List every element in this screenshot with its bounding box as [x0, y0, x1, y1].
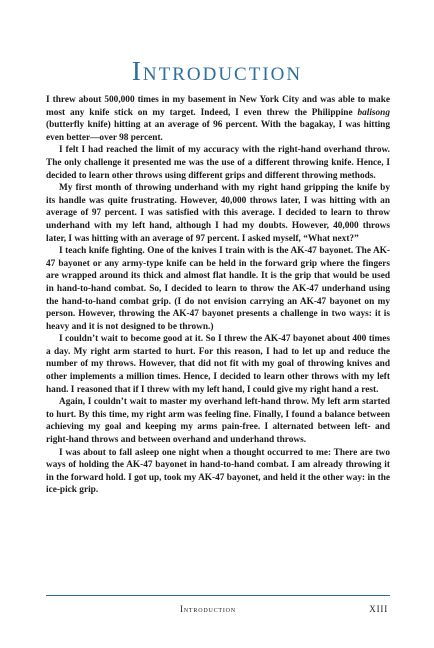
paragraph-1: [46, 94, 390, 144]
paragraph-1-text-before: I threw about 500,000 times in my basement in New York City and was able to make most any knife stick on my target. Indeed, I even threw the Philippine: [46, 95, 390, 118]
paragraph-1-text-after: (butterfly knife) hitting at an average of 96 percent. With the bagakay, I was hitting even better—over 98 percent.: [46, 120, 390, 143]
paragraph-4: I teach knife fighting. One of the knives I train with is the AK-47 bayonet. The AK-47 bayonet or any army-type knife can be held in the forward grip where the fingers are wrapped around its thick and almost flat handle. It is the grip that would be used in hand-to-hand combat. So, I decided to learn to throw the AK-47 underhand using the hand-to-hand combat grip. (I do not envision carrying an AK-47 bayonet on my person. However, throwing the AK-47 bayonet presents a challenge in two ways: it is heavy and it is not designed to be thrown.): [46, 246, 390, 332]
chapter-title: Introduction: [131, 56, 303, 87]
paragraph-6: Again, I couldn’t wait to master my overhand left-hand throw. My left arm started to hurt. By this time, my right arm was feeling fine. Finally, I found a balance between achieving my goal and keeping my arms pain-free. I alternated between left- and right-hand throws and between overhand and underhand throws.: [46, 397, 390, 446]
footer-rule: [46, 595, 390, 596]
paragraph-5: I couldn’t wait to become good at it. So I threw the AK-47 bayonet about 400 times a day. My right arm started to hurt. For this reason, I had to let up and reduce the number of my throws. However, that did not fit with my goal of throwing knives and other implements a million times. Hence, I decided to learn other throws with my left hand. I reasoned that if I threw with my left hand, I could give my right hand a rest.: [46, 334, 390, 395]
paragraph-3: My first month of throwing underhand with my right hand gripping the knife by its handle was quite frustrating. However, 40,000 throws later, I was hitting with an average of 97 percent. I was satisfied with this average. I decided to learn to throw underhand with my left hand, although I had my doubts. However, 40,000 throws later, I was hitting with an average of 97 percent. I asked myself, “What next?”: [46, 183, 390, 244]
paragraph-2: I felt I had reached the limit of my accuracy with the right-hand overhand throw. The only challenge it presented me was the use of a different throwing knife. Hence, I decided to learn other throws using different grips and different throwing methods.: [46, 145, 390, 181]
page-number: XIII: [369, 604, 388, 614]
paragraph-1-italic-term: balisong: [357, 107, 390, 118]
body-text: [46, 94, 390, 497]
footer-section-label: Introduction: [180, 604, 236, 614]
paragraph-7: I was about to fall asleep one night when a thought occurred to me: There are two ways of holding the AK-47 bayonet in hand-to-hand combat. I am already throwing it in the forward hold. I got up, took my AK-47 bayonet, and held it the other way: in the ice-pick grip.: [46, 447, 390, 496]
